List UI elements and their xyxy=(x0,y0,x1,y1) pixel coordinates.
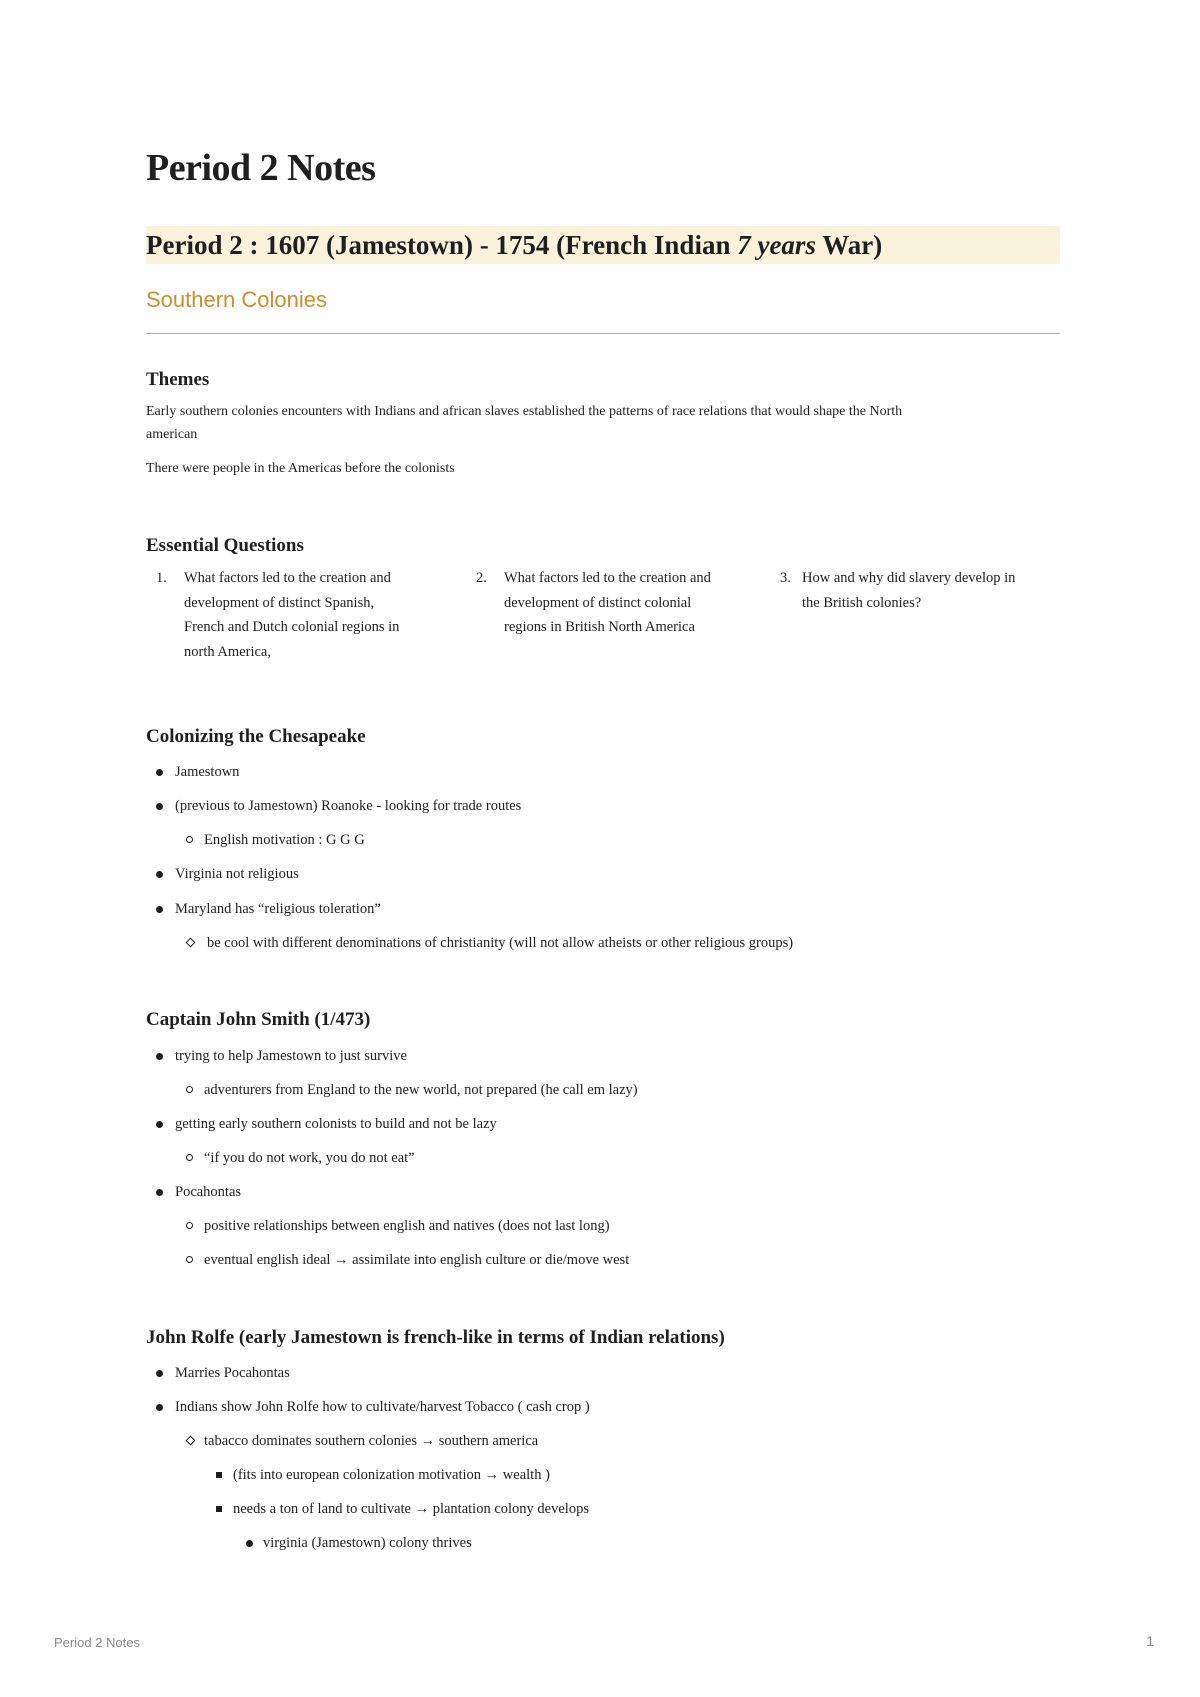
question-line: north America, xyxy=(184,643,271,660)
list-item-text: virginia (Jamestown) colony thrives xyxy=(263,1535,472,1551)
list-item xyxy=(146,1216,1046,1236)
list-item xyxy=(146,1465,1046,1485)
footer-document-title: Period 2 Notes xyxy=(54,1635,140,1650)
question-line: regions in British North America xyxy=(504,619,695,635)
hollow-bullet-icon xyxy=(186,1086,193,1093)
question-line: development of distinct colonial xyxy=(504,594,692,611)
question-line: French and Dutch colonial regions in xyxy=(184,619,400,635)
list-item xyxy=(146,830,1046,850)
bullet-icon xyxy=(156,1189,163,1196)
bullet-icon xyxy=(156,1121,163,1128)
question-number: 3. xyxy=(780,570,791,586)
chesapeake-heading: Colonizing the Chesapeake xyxy=(146,726,366,747)
essential-questions-heading: Essential Questions xyxy=(146,535,304,556)
diamond-bullet-icon xyxy=(186,938,196,948)
essential-question-2 xyxy=(476,566,756,656)
list-item xyxy=(146,1397,1046,1417)
list-item-text: getting early southern colonists to build and not be lazy xyxy=(175,1116,497,1132)
bullet-icon xyxy=(156,1404,163,1411)
list-item-text: Virginia not religious xyxy=(175,866,299,882)
list-item-text: Jamestown xyxy=(175,764,240,780)
question-line: development of distinct Spanish, xyxy=(184,594,375,611)
bullet-icon xyxy=(156,906,163,913)
question-line: What factors led to the creation and xyxy=(504,570,711,586)
square-bullet-icon xyxy=(216,1472,222,1478)
themes-paragraph-2: There were people in the Americas before the colonists xyxy=(146,461,455,476)
bullet-icon xyxy=(246,1540,253,1547)
list-item xyxy=(146,1499,1046,1519)
list-item-text: Maryland has “religious toleration” xyxy=(175,901,381,917)
page-title: Period 2 Notes xyxy=(146,147,376,189)
list-item-text: tabacco dominates southern colonies → southern america xyxy=(204,1433,539,1449)
list-item-text: trying to help Jamestown to just survive xyxy=(175,1048,407,1064)
essential-question-1 xyxy=(156,566,436,676)
bullet-icon xyxy=(156,871,163,878)
list-item-text: needs a ton of land to cultivate → plantation colony develops xyxy=(233,1501,589,1517)
period-heading-italic: 7 years xyxy=(737,230,816,260)
hollow-bullet-icon xyxy=(186,836,193,843)
themes-paragraph-1: Early southern colonies encounters with Indians and african slaves established the patterns of race relations that would shape the North xyxy=(146,404,903,419)
list-item-text: Marries Pocahontas xyxy=(175,1365,290,1381)
list-item xyxy=(146,1363,1046,1383)
list-item-text: English motivation : G G G xyxy=(204,832,365,848)
list-item-text: positive relationships between english and natives (does not last long) xyxy=(204,1218,610,1234)
list-item xyxy=(146,1182,1046,1202)
diamond-bullet-icon xyxy=(186,1436,196,1446)
divider xyxy=(146,333,1060,334)
list-item-text: Indians show John Rolfe how to cultivate/harvest Tobacco ( cash crop ) xyxy=(175,1399,590,1415)
list-item-text: adventurers from England to the new world, not prepared (he call em lazy) xyxy=(204,1082,638,1098)
hollow-bullet-icon xyxy=(186,1256,193,1263)
bullet-icon xyxy=(156,1370,163,1377)
list-item xyxy=(146,762,1046,782)
essential-question-3 xyxy=(780,566,1060,626)
list-item xyxy=(146,1431,1046,1451)
square-bullet-icon xyxy=(216,1506,222,1512)
page-number: 1 xyxy=(1146,1633,1154,1649)
list-item xyxy=(146,1046,1046,1066)
list-item xyxy=(146,796,1046,816)
list-item xyxy=(146,1080,1046,1100)
bullet-icon xyxy=(156,769,163,776)
themes-heading: Themes xyxy=(146,369,210,390)
list-item xyxy=(146,1148,1046,1168)
period-heading xyxy=(146,226,1060,264)
question-line: How and why did slavery develop in xyxy=(802,570,1016,586)
question-number: 2. xyxy=(476,570,487,586)
list-item xyxy=(146,899,1046,919)
section-subheading: Southern Colonies xyxy=(146,287,328,312)
list-item-text: be cool with different denominations of christianity (will not allow atheists or other religious groups) xyxy=(207,935,794,951)
hollow-bullet-icon xyxy=(186,1154,193,1161)
list-item xyxy=(146,1533,1046,1553)
list-item xyxy=(146,864,1046,884)
list-item-text: (previous to Jamestown) Roanoke - looking for trade routes xyxy=(175,798,522,814)
question-line: the British colonies? xyxy=(802,594,922,611)
list-item xyxy=(146,1250,1046,1270)
list-item-text: (fits into european colonization motivation → wealth ) xyxy=(233,1467,550,1483)
john-rolfe-heading: John Rolfe (early Jamestown is french-like in terms of Indian relations) xyxy=(146,1327,725,1348)
list-item xyxy=(146,1114,1046,1134)
john-smith-heading: Captain John Smith (1/473) xyxy=(146,1009,371,1030)
themes-paragraph-1-cont: american xyxy=(146,427,198,442)
period-heading-text: Period 2 : 1607 (Jamestown) - 1754 (French Indian xyxy=(146,230,738,260)
list-item-text: “if you do not work, you do not eat” xyxy=(204,1150,415,1166)
list-item-text: eventual english ideal → assimilate into english culture or die/move west xyxy=(204,1252,630,1268)
list-item-text: Pocahontas xyxy=(175,1184,242,1200)
question-line: What factors led to the creation and xyxy=(184,570,391,586)
hollow-bullet-icon xyxy=(186,1222,193,1229)
period-heading-end: War) xyxy=(815,230,883,260)
bullet-icon xyxy=(156,1053,163,1060)
list-item xyxy=(146,933,1046,953)
question-number: 1. xyxy=(156,570,167,586)
bullet-icon xyxy=(156,803,163,810)
